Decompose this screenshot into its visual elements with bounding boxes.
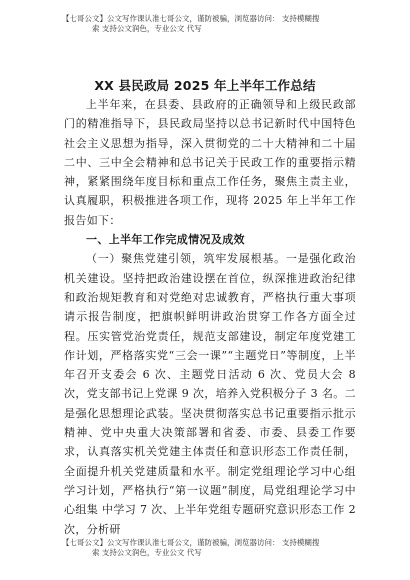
page-footer-watermark <box>62 538 382 558</box>
intro-paragraph: 上半年来，在县委、县政府的正确领导和上级民政部门的精准指导下，县民政局坚持以总书记新时代中国特色社会主义思想为指导，深入贯彻党的二十大精神和二十届二中、三中全会精神和总书记关于民政工作的重要指示精神，紧紧围绕年度目标和重点工作任务，聚焦主责主业，认真履职，积极推进各项工作，现将 2025 年上半年工作报告如下： <box>64 98 356 227</box>
section-heading: 一、上半年工作完成情况及成效 <box>86 233 245 247</box>
footer-line-1: 【七哥公文】公文写作课认准七哥公文，谨防被骗，浏览器访问： 支持模糊搜 <box>62 538 320 547</box>
document-body <box>64 95 356 539</box>
footer-line-2: 索 支持公文润色，专业公文 代写 <box>92 548 202 557</box>
document-title: XX 县民政局 2025 年上半年工作总结 <box>94 78 316 93</box>
header-line-2: 索 支持公文润色，专业公文 代写 <box>92 24 202 33</box>
body-paragraph: （一）聚焦党建引领，筑牢发展根基。一是强化政治机关建设。坚持把政治建设摆在首位，纵深推进政治纪律和政治规矩教育和对党绝对忠诚教育，严格执行重大事项请示报告制度，把旗帜鲜明讲政治贯穿工作各方面全过程。压实管党治党责任，规范支部建设，制定年度党建工作计划，严格落实党“三会一课”“主题党日”等制度，上半年召开支委会 6 次、主题党日活动 6 次、党员大会 8 次，党支部书记上党课 9 次，培养入党积极分子 3 名。二是强化思想理论武装。坚决贯彻落实总书记重要指示批示精神、党中央重大决策部署和省委、市委、县委工作要求，认真落实机关党建主体责任和意识形态工作责任制，全面提升机关党建质量和水平。制定党组理论学习中心组学习计划，严格执行“第一议题”制度，局党组理论学习中心组集 中学习 7 次、上半年党组专题研究意识形态工作 2 次，分析研 <box>64 252 356 536</box>
header-line-1: 【七哥公文】公文写作课认准七哥公文，谨防被骗，浏览器访问： 支持模糊搜 <box>62 14 320 23</box>
page-header-watermark <box>62 14 382 34</box>
